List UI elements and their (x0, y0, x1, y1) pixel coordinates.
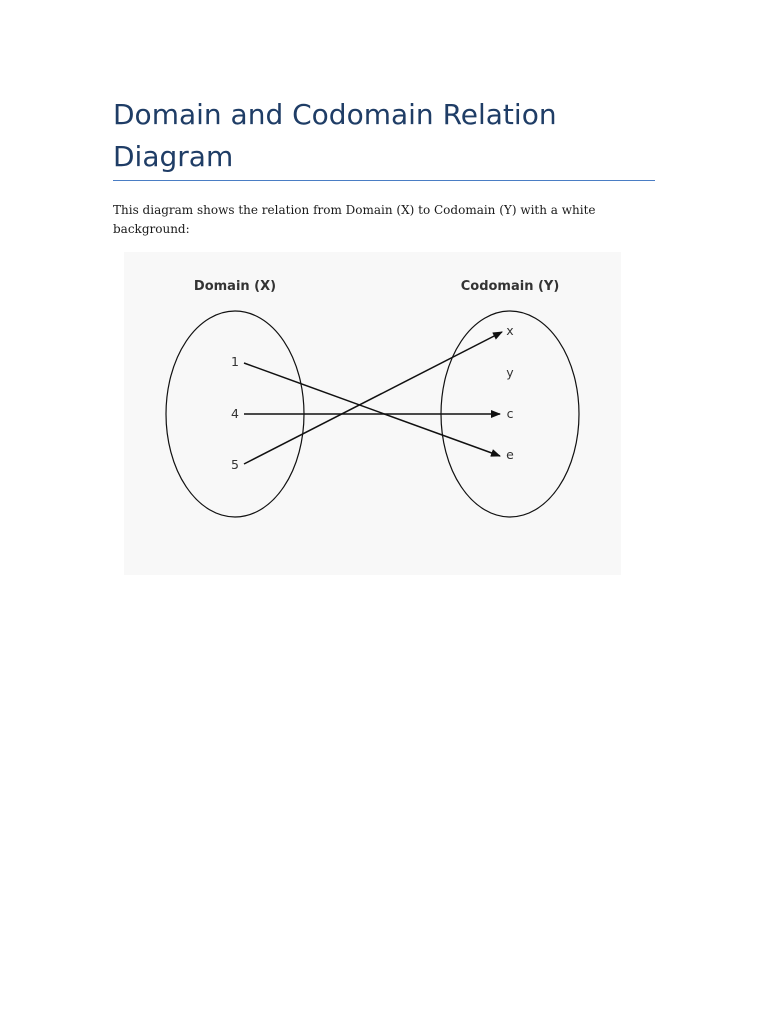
domain-element: 5 (231, 457, 239, 472)
codomain-element: c (506, 406, 514, 421)
codomain-title: Codomain (Y) (460, 279, 560, 294)
title-underline (113, 180, 655, 181)
domain-title: Domain (X) (193, 279, 277, 294)
codomain-element: e (506, 447, 514, 462)
intro-paragraph: This diagram shows the relation from Domain (X) to Codomain (Y) with a white background: (113, 203, 596, 236)
codomain-element: y (506, 365, 514, 380)
relation-diagram (124, 252, 621, 575)
relation-diagram-figure (124, 252, 621, 575)
domain-element: 1 (231, 354, 239, 369)
document-title: Domain and Codomain Relation Diagram (113, 98, 557, 173)
codomain-element: x (506, 323, 514, 338)
domain-element: 4 (231, 406, 239, 421)
